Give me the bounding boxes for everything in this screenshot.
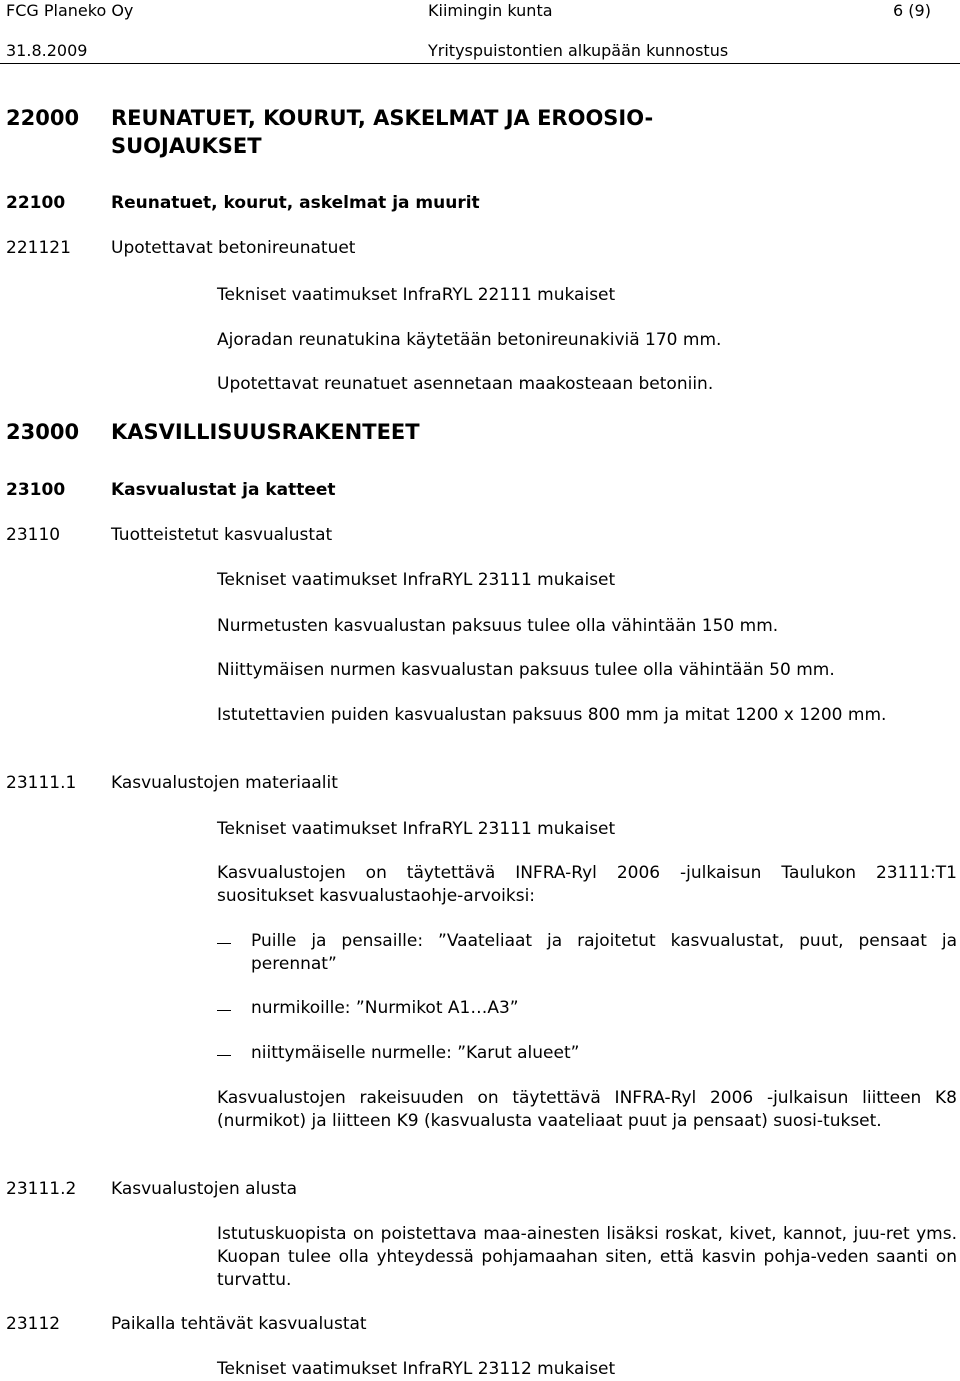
subsection-title: Kasvualustat ja katteet <box>111 480 336 500</box>
paragraph: Ajoradan reunatukina käytetään betonireunakiviä 170 mm. <box>217 330 722 350</box>
subsection-number: 22100 <box>6 193 66 213</box>
page-number: 6 (9) <box>893 1 931 20</box>
item-number: 23111.2 <box>6 1179 77 1199</box>
paragraph: Kasvualustojen rakeisuuden on täytettävä INFRA-Ryl 2006 -julkaisun liitteen K8 (nurmikot) ja liitteen K9 (kasvualusta vaateliaat puut ja pensaat) suosi-tukset. <box>217 1088 957 1131</box>
section-title-continued: SUOJAUKSET <box>111 134 262 158</box>
list-item: niittymäiselle nurmelle: ”Karut alueet” <box>251 1043 580 1063</box>
item-title: Kasvualustojen alusta <box>111 1179 298 1199</box>
paragraph: Kasvualustojen on täytettävä INFRA-Ryl 2006 -julkaisun Taulukon 23111:T1 suositukset kasvualustaohje-arvoiksi: <box>217 863 957 906</box>
list-item: nurmikoille: ”Nurmikot A1…A3” <box>251 998 519 1018</box>
item-title: Upotettavat betonireunatuet <box>111 238 356 258</box>
item-title: Tuotteistetut kasvualustat <box>111 525 333 545</box>
paragraph: Upotettavat reunatuet asennetaan maakosteaan betoniin. <box>217 374 714 394</box>
section-number: 23000 <box>6 420 80 444</box>
item-number: 23112 <box>6 1314 61 1334</box>
section-number: 22000 <box>6 106 80 130</box>
list-item: Puille ja pensaille: ”Vaateliaat ja rajoitetut kasvualustat, puut, pensaat ja perennat” <box>251 931 957 974</box>
section-title: KASVILLISUUSRAKENTEET <box>111 420 420 444</box>
item-number: 221121 <box>6 238 71 258</box>
list-bullet-dash <box>217 1055 231 1056</box>
municipality-name: Kiimingin kunta <box>428 1 553 20</box>
header-rule <box>0 63 960 64</box>
item-number: 23110 <box>6 525 61 545</box>
paragraph: Tekniset vaatimukset InfraRYL 23111 mukaiset <box>217 819 616 839</box>
project-name: Yrityspuistontien alkupään kunnostus <box>428 41 729 60</box>
item-title: Paikalla tehtävät kasvualustat <box>111 1314 367 1334</box>
subsection-title: Reunatuet, kourut, askelmat ja muurit <box>111 193 480 213</box>
paragraph: Niittymäisen nurmen kasvualustan paksuus tulee olla vähintään 50 mm. <box>217 660 835 680</box>
section-title: REUNATUET, KOURUT, ASKELMAT JA EROOSIO- <box>111 106 654 130</box>
paragraph: Istutuskuopista on poistettava maa-ainesten lisäksi roskat, kivet, kannot, juu-ret yms. Kuopan tulee olla yhteydessä pohjamaahan siten, että kasvin pohja-veden saanti on turvattu. <box>217 1224 957 1290</box>
paragraph: Istutettavien puiden kasvualustan paksuus 800 mm ja mitat 1200 x 1200 mm. <box>217 705 887 725</box>
company-name: FCG Planeko Oy <box>6 1 134 20</box>
item-number: 23111.1 <box>6 773 77 793</box>
subsection-number: 23100 <box>6 480 66 500</box>
list-bullet-dash <box>217 943 231 944</box>
paragraph: Nurmetusten kasvualustan paksuus tulee olla vähintään 150 mm. <box>217 616 779 636</box>
paragraph: Tekniset vaatimukset InfraRYL 23112 mukaiset <box>217 1359 616 1379</box>
list-bullet-dash <box>217 1010 231 1011</box>
paragraph: Tekniset vaatimukset InfraRYL 22111 mukaiset <box>217 285 616 305</box>
item-title: Kasvualustojen materiaalit <box>111 773 338 793</box>
document-date: 31.8.2009 <box>6 41 88 60</box>
paragraph: Tekniset vaatimukset InfraRYL 23111 mukaiset <box>217 570 616 590</box>
